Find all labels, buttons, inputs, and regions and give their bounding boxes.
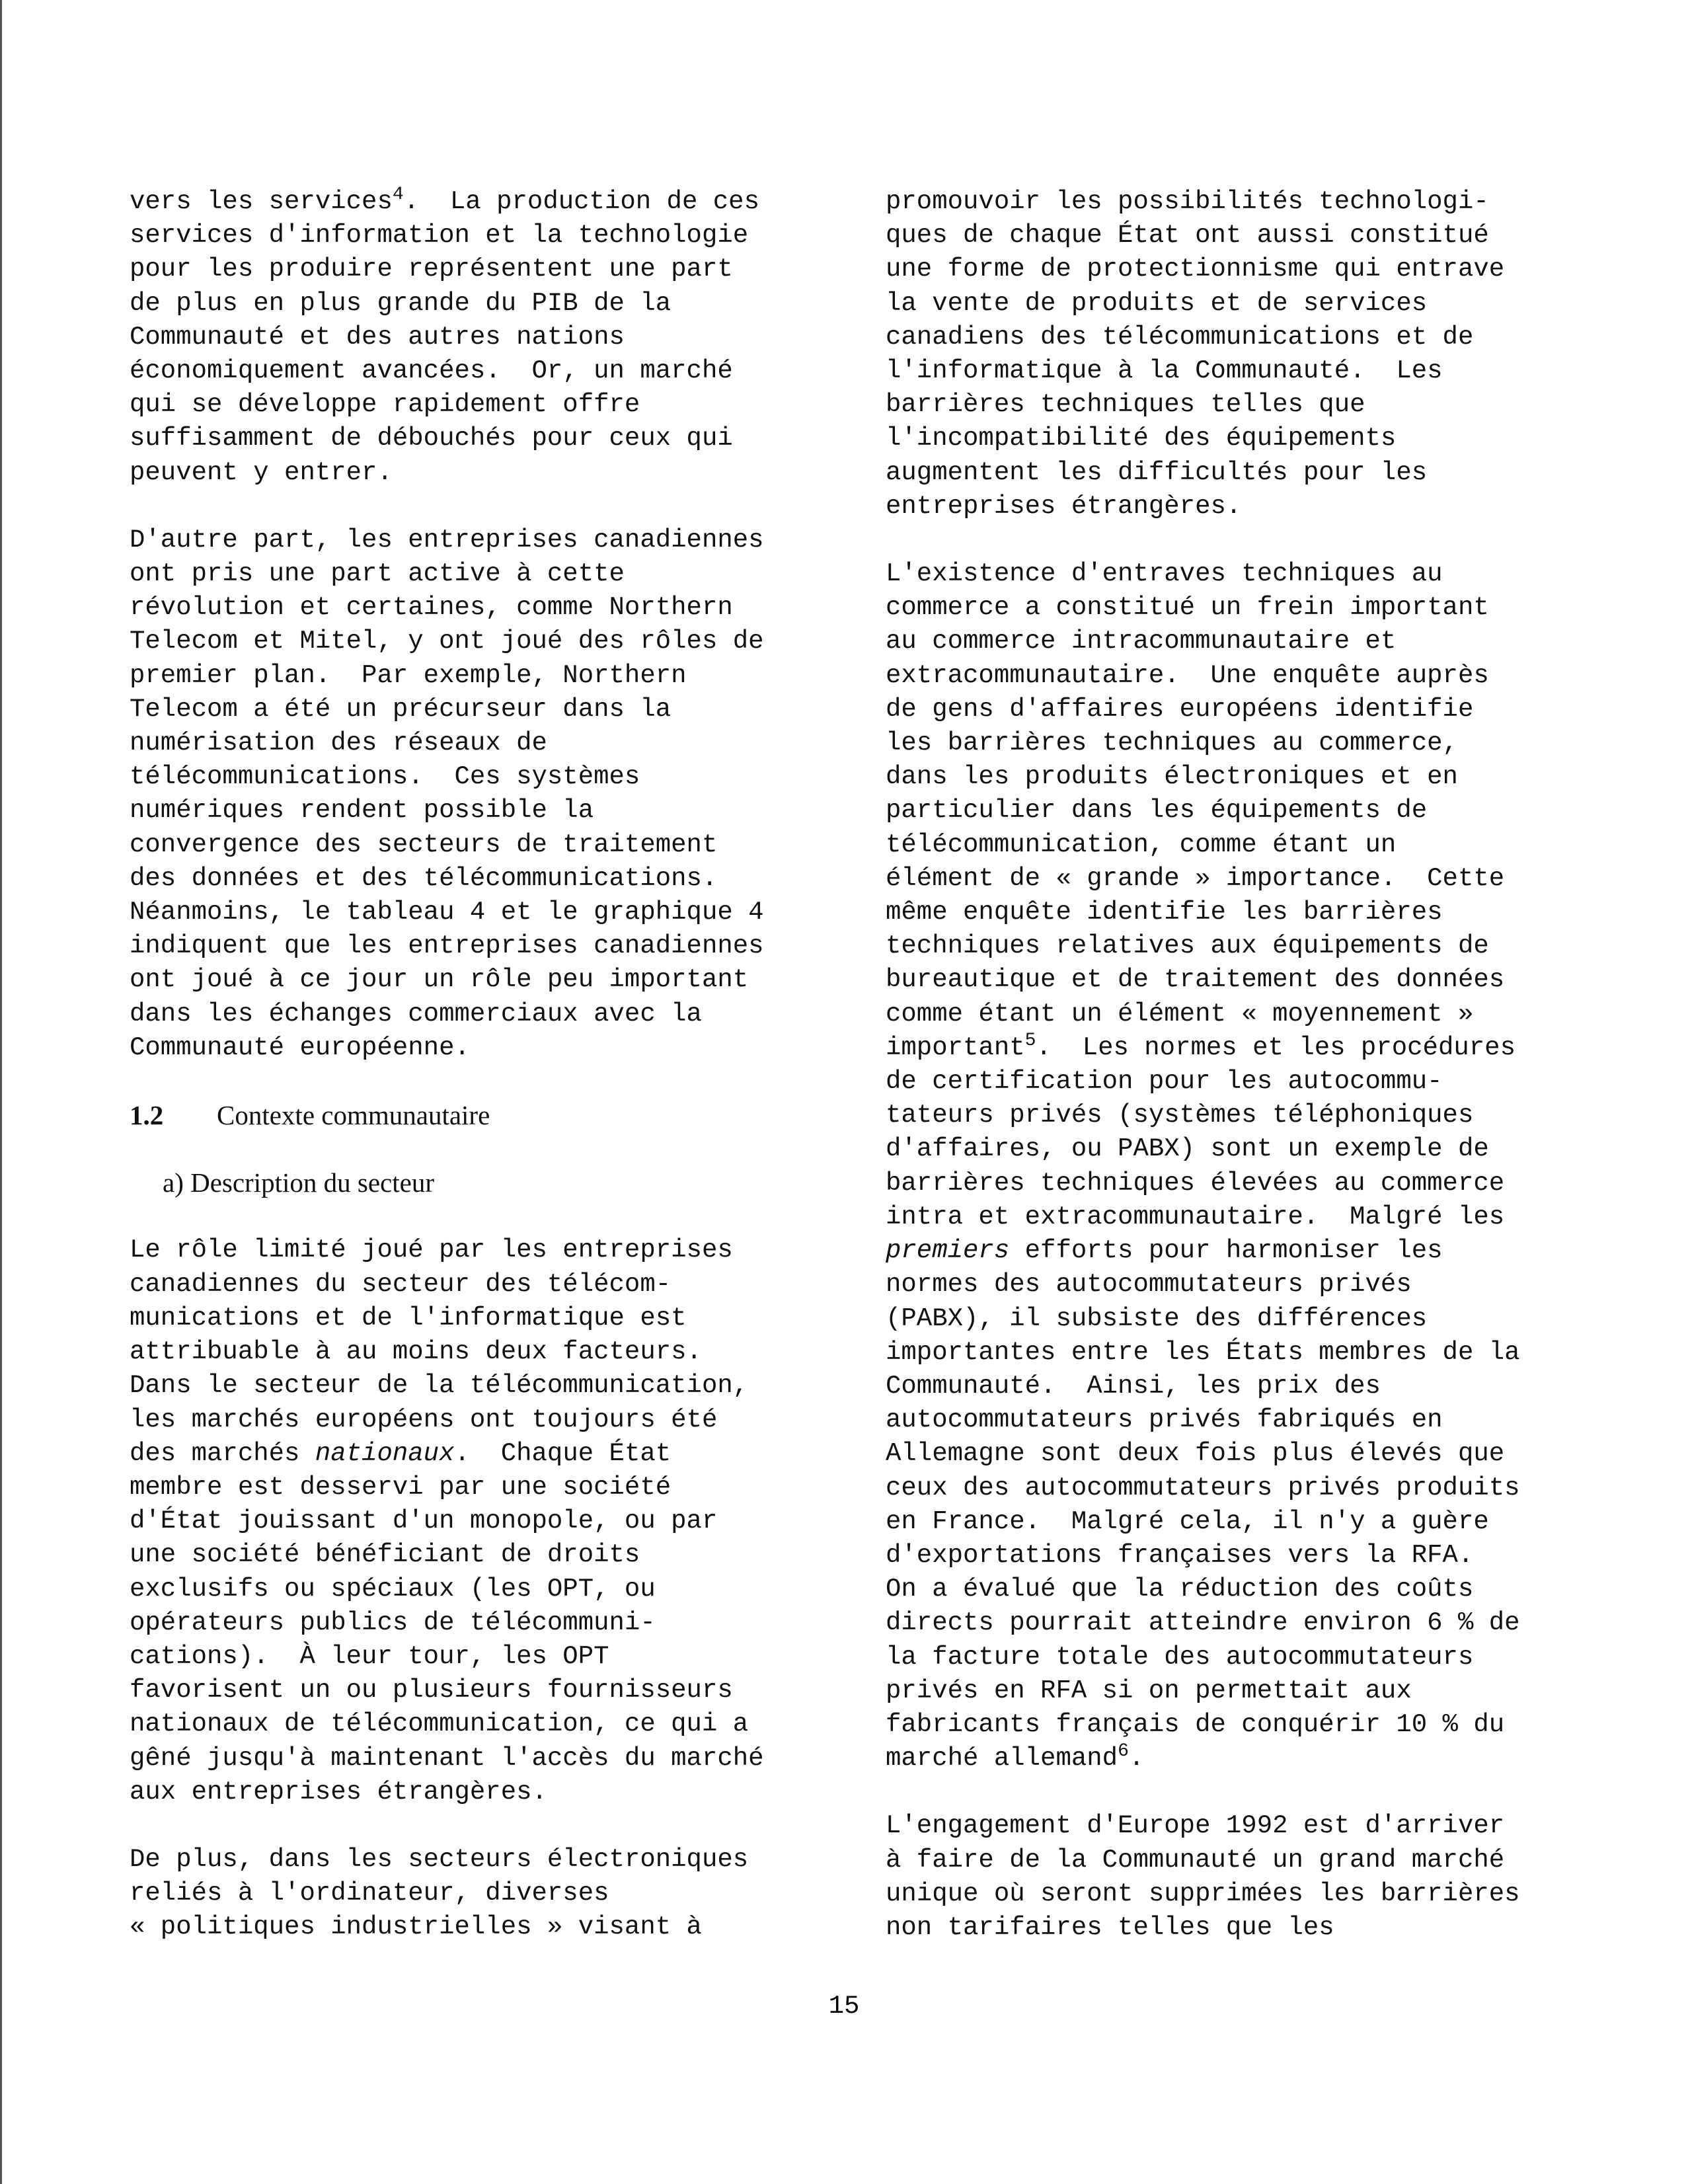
italic-term: premiers <box>886 1236 1010 1266</box>
section-title: Contexte communautaire <box>217 1100 490 1131</box>
text-line: vers les services$^4$. La production de ces <box>130 184 759 216</box>
text-line: L'existence d'entraves techniques au <box>886 559 1443 589</box>
text-line: services d'information et la technologie <box>130 221 749 251</box>
text-line: des marchés nationaux. Chaque État <box>130 1438 671 1468</box>
text-line: ceux des autocommutateurs privés produits <box>886 1473 1520 1502</box>
text-line: L'engagement d'Europe 1992 est d'arriver <box>886 1811 1505 1841</box>
text-line: Telecom et Mitel, y ont joué des rôles de <box>130 627 764 656</box>
text-line: Communauté européenne. <box>130 1033 470 1062</box>
text-line: On a évalué que la réduction des coûts <box>886 1575 1474 1604</box>
section-number: 1.2 <box>130 1100 164 1131</box>
footnote-marker: 4 <box>392 184 404 205</box>
text-line: tateurs privés (systèmes téléphoniques <box>886 1101 1474 1130</box>
text-line: techniques relatives aux équipements de <box>886 931 1489 961</box>
subsection-heading: a) Description du secteur <box>163 1167 434 1198</box>
text-line: Communauté et des autres nations <box>130 322 625 352</box>
text-line: l'incompatibilité des équipements <box>886 424 1397 453</box>
scan-edge-line <box>0 0 2 2184</box>
text-line: favorisent un ou plusieurs fournisseurs <box>130 1676 733 1705</box>
text-line: télécommunication, comme étant un <box>886 830 1397 859</box>
text-line: une forme de protectionnisme qui entrave <box>886 254 1505 284</box>
right-column <box>886 185 1566 1978</box>
text-line: Le rôle limité joué par les entreprises <box>130 1235 733 1265</box>
text-line: dans les échanges commerciaux avec la <box>130 999 702 1029</box>
text-line: ques de chaque État ont aussi constitué <box>886 221 1489 251</box>
text-line: aux entreprises étrangères. <box>130 1777 547 1807</box>
text-line: importantes entre les États membres de la <box>886 1337 1520 1367</box>
text-line: les barrières techniques au commerce, <box>886 728 1458 758</box>
text-line: promouvoir les possibilités technologi- <box>886 187 1489 216</box>
text-line: De plus, dans les secteurs électroniques <box>130 1844 749 1874</box>
text-line: au commerce intracommunautaire et <box>886 627 1397 656</box>
text-line: « politiques industrielles » visant à <box>130 1912 702 1942</box>
text-line: non tarifaires telles que les <box>886 1912 1334 1942</box>
text-line: Allemagne sont deux fois plus élevés que <box>886 1439 1505 1469</box>
text-line: extracommunautaire. Une enquête auprès <box>886 660 1489 690</box>
text-line: unique où seront supprimées les barrières <box>886 1879 1520 1908</box>
text-line: canadiens des télécommunications et de <box>886 322 1474 352</box>
text-line: entreprises étrangères. <box>886 491 1242 521</box>
text-line: comme étant un élément « moyennement » <box>886 999 1474 1029</box>
text-line: premiers efforts pour harmoniser les <box>886 1236 1443 1266</box>
paragraph-electronics <box>130 1843 810 1945</box>
text-line: (PABX), il subsiste des différences <box>886 1304 1428 1333</box>
text-line: cations). À leur tour, les OPT <box>130 1641 609 1671</box>
text-line: la vente de produits et de services <box>886 288 1428 318</box>
text-line: économiquement avancées. Or, un marché <box>130 356 733 386</box>
text-line: indiquent que les entreprises canadiennes <box>130 931 764 961</box>
text-line: fabricants français de conquérir 10 % du <box>886 1709 1505 1739</box>
text-line: reliés à l'ordinateur, diverses <box>130 1879 609 1908</box>
text-line: Néanmoins, le tableau 4 et le graphique 4 <box>130 898 764 927</box>
text-line: commerce a constitué un frein important <box>886 593 1489 623</box>
text-line: d'exportations françaises vers la RFA. <box>886 1540 1474 1570</box>
footnote-marker: 5 <box>1024 1030 1036 1051</box>
text-line: numériques rendent possible la <box>130 796 594 826</box>
text-line: élément de « grande » importance. Cette <box>886 863 1505 893</box>
text-line: d'État jouissant d'un monopole, ou par <box>130 1506 718 1536</box>
text-line: barrières techniques élevées au commerce <box>886 1168 1505 1198</box>
left-column <box>130 185 810 1978</box>
footnote-marker: 6 <box>1118 1741 1129 1762</box>
text-line: même enquête identifie les barrières <box>886 898 1443 927</box>
text-line: munications et de l'informatique est <box>130 1303 687 1333</box>
text-line: privés en RFA si on permettait aux <box>886 1676 1412 1705</box>
italic-term: nationaux <box>315 1438 455 1468</box>
text-line: important$^5$. Les normes et les procédures <box>886 1030 1515 1062</box>
text-line: suffisamment de débouchés pour ceux qui <box>130 424 733 453</box>
text-line: nationaux de télécommunication, ce qui a <box>130 1709 749 1739</box>
text-line: des données et des télécommunications. <box>130 863 718 893</box>
text-line: premier plan. Par exemple, Northern <box>130 660 687 690</box>
text-line: peuvent y entrer. <box>130 457 393 487</box>
text-line: directs pourrait atteindre environ 6 % de <box>886 1608 1520 1638</box>
text-line: la facture totale des autocommutateurs <box>886 1642 1474 1672</box>
text-line: opérateurs publics de télécommuni- <box>130 1608 656 1637</box>
paragraph-services <box>130 185 810 490</box>
text-line: exclusifs ou spéciaux (les OPT, ou <box>130 1574 656 1604</box>
text-line: dans les produits électroniques et en <box>886 762 1458 792</box>
text-line: convergence des secteurs de traitement <box>130 830 718 859</box>
text-line: augmentent les difficultés pour les <box>886 457 1428 487</box>
text-line: marché allemand$^6$. <box>886 1741 1145 1774</box>
paragraph-europe-1992 <box>886 1809 1566 1945</box>
text-line: télécommunications. Ces systèmes <box>130 762 640 792</box>
text-line: gêné jusqu'à maintenant l'accès du marché <box>130 1743 764 1773</box>
text-line: ont joué à ce jour un rôle peu important <box>130 965 749 995</box>
text-line: les marchés européens ont toujours été <box>130 1405 718 1434</box>
section-heading <box>130 1099 810 1132</box>
text-line: qui se développe rapidement offre <box>130 390 640 420</box>
text-line: de gens d'affaires européens identifie <box>886 694 1474 724</box>
text-line: de plus en plus grande du PIB de la <box>130 288 671 318</box>
text-line: révolution et certaines, comme Northern <box>130 593 733 623</box>
text-line: d'affaires, ou PABX) sont un exemple de <box>886 1134 1489 1164</box>
text-line: Dans le secteur de la télécommunication, <box>130 1371 749 1401</box>
text-line: à faire de la Communauté un grand marché <box>886 1845 1505 1875</box>
text-line: intra et extracommunautaire. Malgré les <box>886 1202 1505 1231</box>
text-line: Communauté. Ainsi, les prix des <box>886 1371 1381 1401</box>
text-line: attribuable à au moins deux facteurs. <box>130 1337 702 1367</box>
paragraph-technical-barriers <box>886 557 1566 1775</box>
paragraph-limited-role <box>130 1233 810 1809</box>
text-line: l'informatique à la Communauté. Les <box>886 356 1443 386</box>
text-line: en France. Malgré cela, il n'y a guère <box>886 1506 1489 1536</box>
text-line: de certification pour les autocommu- <box>886 1067 1443 1097</box>
text-line: D'autre part, les entreprises canadiennes <box>130 525 764 555</box>
text-line: numérisation des réseaux de <box>130 728 547 758</box>
text-line: barrières techniques telles que <box>886 390 1365 420</box>
text-line: ont pris une part active à cette <box>130 559 625 589</box>
text-line: autocommutateurs privés fabriqués en <box>886 1405 1443 1435</box>
text-line: canadiennes du secteur des télécom- <box>130 1269 671 1299</box>
text-line: une société bénéficiant de droits <box>130 1540 640 1570</box>
paragraph-canadian-firms <box>130 524 810 1065</box>
text-line: particulier dans les équipements de <box>886 796 1428 826</box>
paragraph-protectionism <box>886 185 1566 524</box>
text-line: normes des autocommutateurs privés <box>886 1270 1412 1300</box>
text-line: membre est desservi par une société <box>130 1472 671 1502</box>
text-line: pour les produire représentent une part <box>130 254 733 284</box>
text-line: Telecom a été un précurseur dans la <box>130 694 671 724</box>
text-line: bureautique et de traitement des données <box>886 965 1505 995</box>
